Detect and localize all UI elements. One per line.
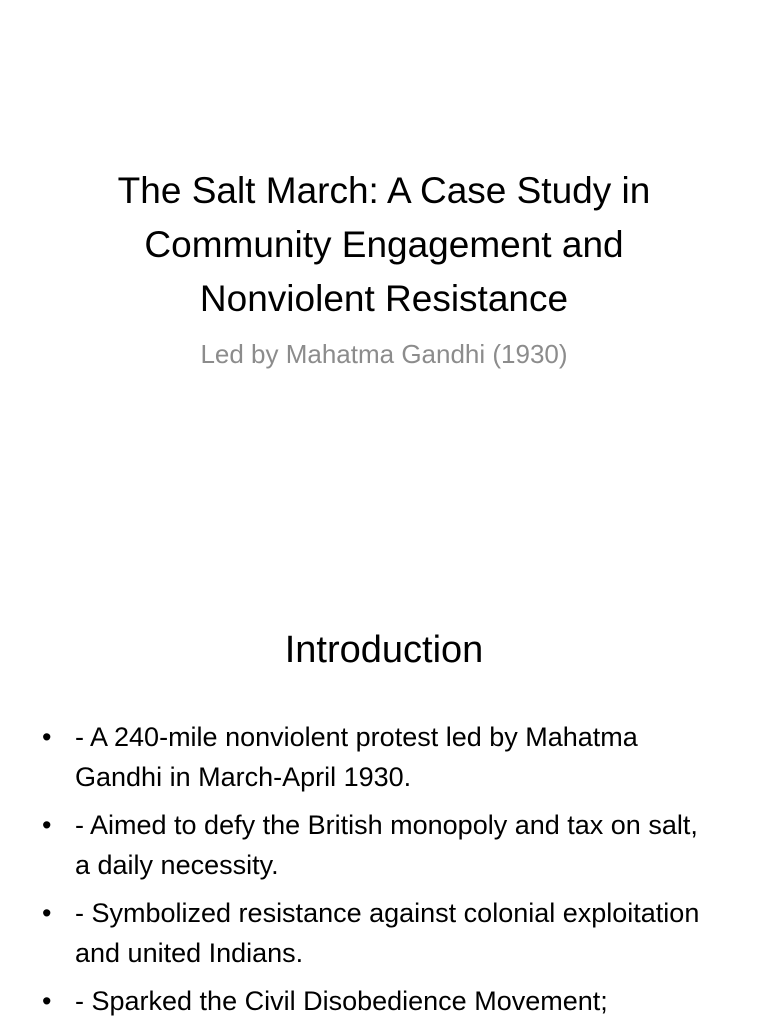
bullet-text: - Symbolized resistance against colonial exploitation and united Indians. xyxy=(75,898,700,968)
slide-title: The Salt March: A Case Study in Community Engagement and Nonviolent Resistance xyxy=(117,170,651,319)
bullet-text: - Aimed to defy the British monopoly and tax on salt, a daily necessity. xyxy=(75,810,698,880)
bullet-list xyxy=(38,717,718,1024)
bullet-item xyxy=(38,981,718,1021)
bullet-icon: • xyxy=(42,722,52,752)
bullet-text: - A 240-mile nonviolent protest led by Mahatma Gandhi in March-April 1930. xyxy=(75,722,638,792)
bullet-item xyxy=(38,717,718,797)
slide-subtitle: Led by Mahatma Gandhi (1930) xyxy=(200,339,568,369)
bullet-item xyxy=(38,893,718,973)
bullet-icon: • xyxy=(42,986,52,1016)
bullet-item xyxy=(38,805,718,885)
slide-heading: Introduction xyxy=(284,629,484,671)
bullet-icon: • xyxy=(42,810,52,840)
bullet-text: - Sparked the Civil Disobedience Movement; xyxy=(75,986,608,1016)
introduction-slide xyxy=(0,576,768,1024)
bullet-icon: • xyxy=(42,898,52,928)
